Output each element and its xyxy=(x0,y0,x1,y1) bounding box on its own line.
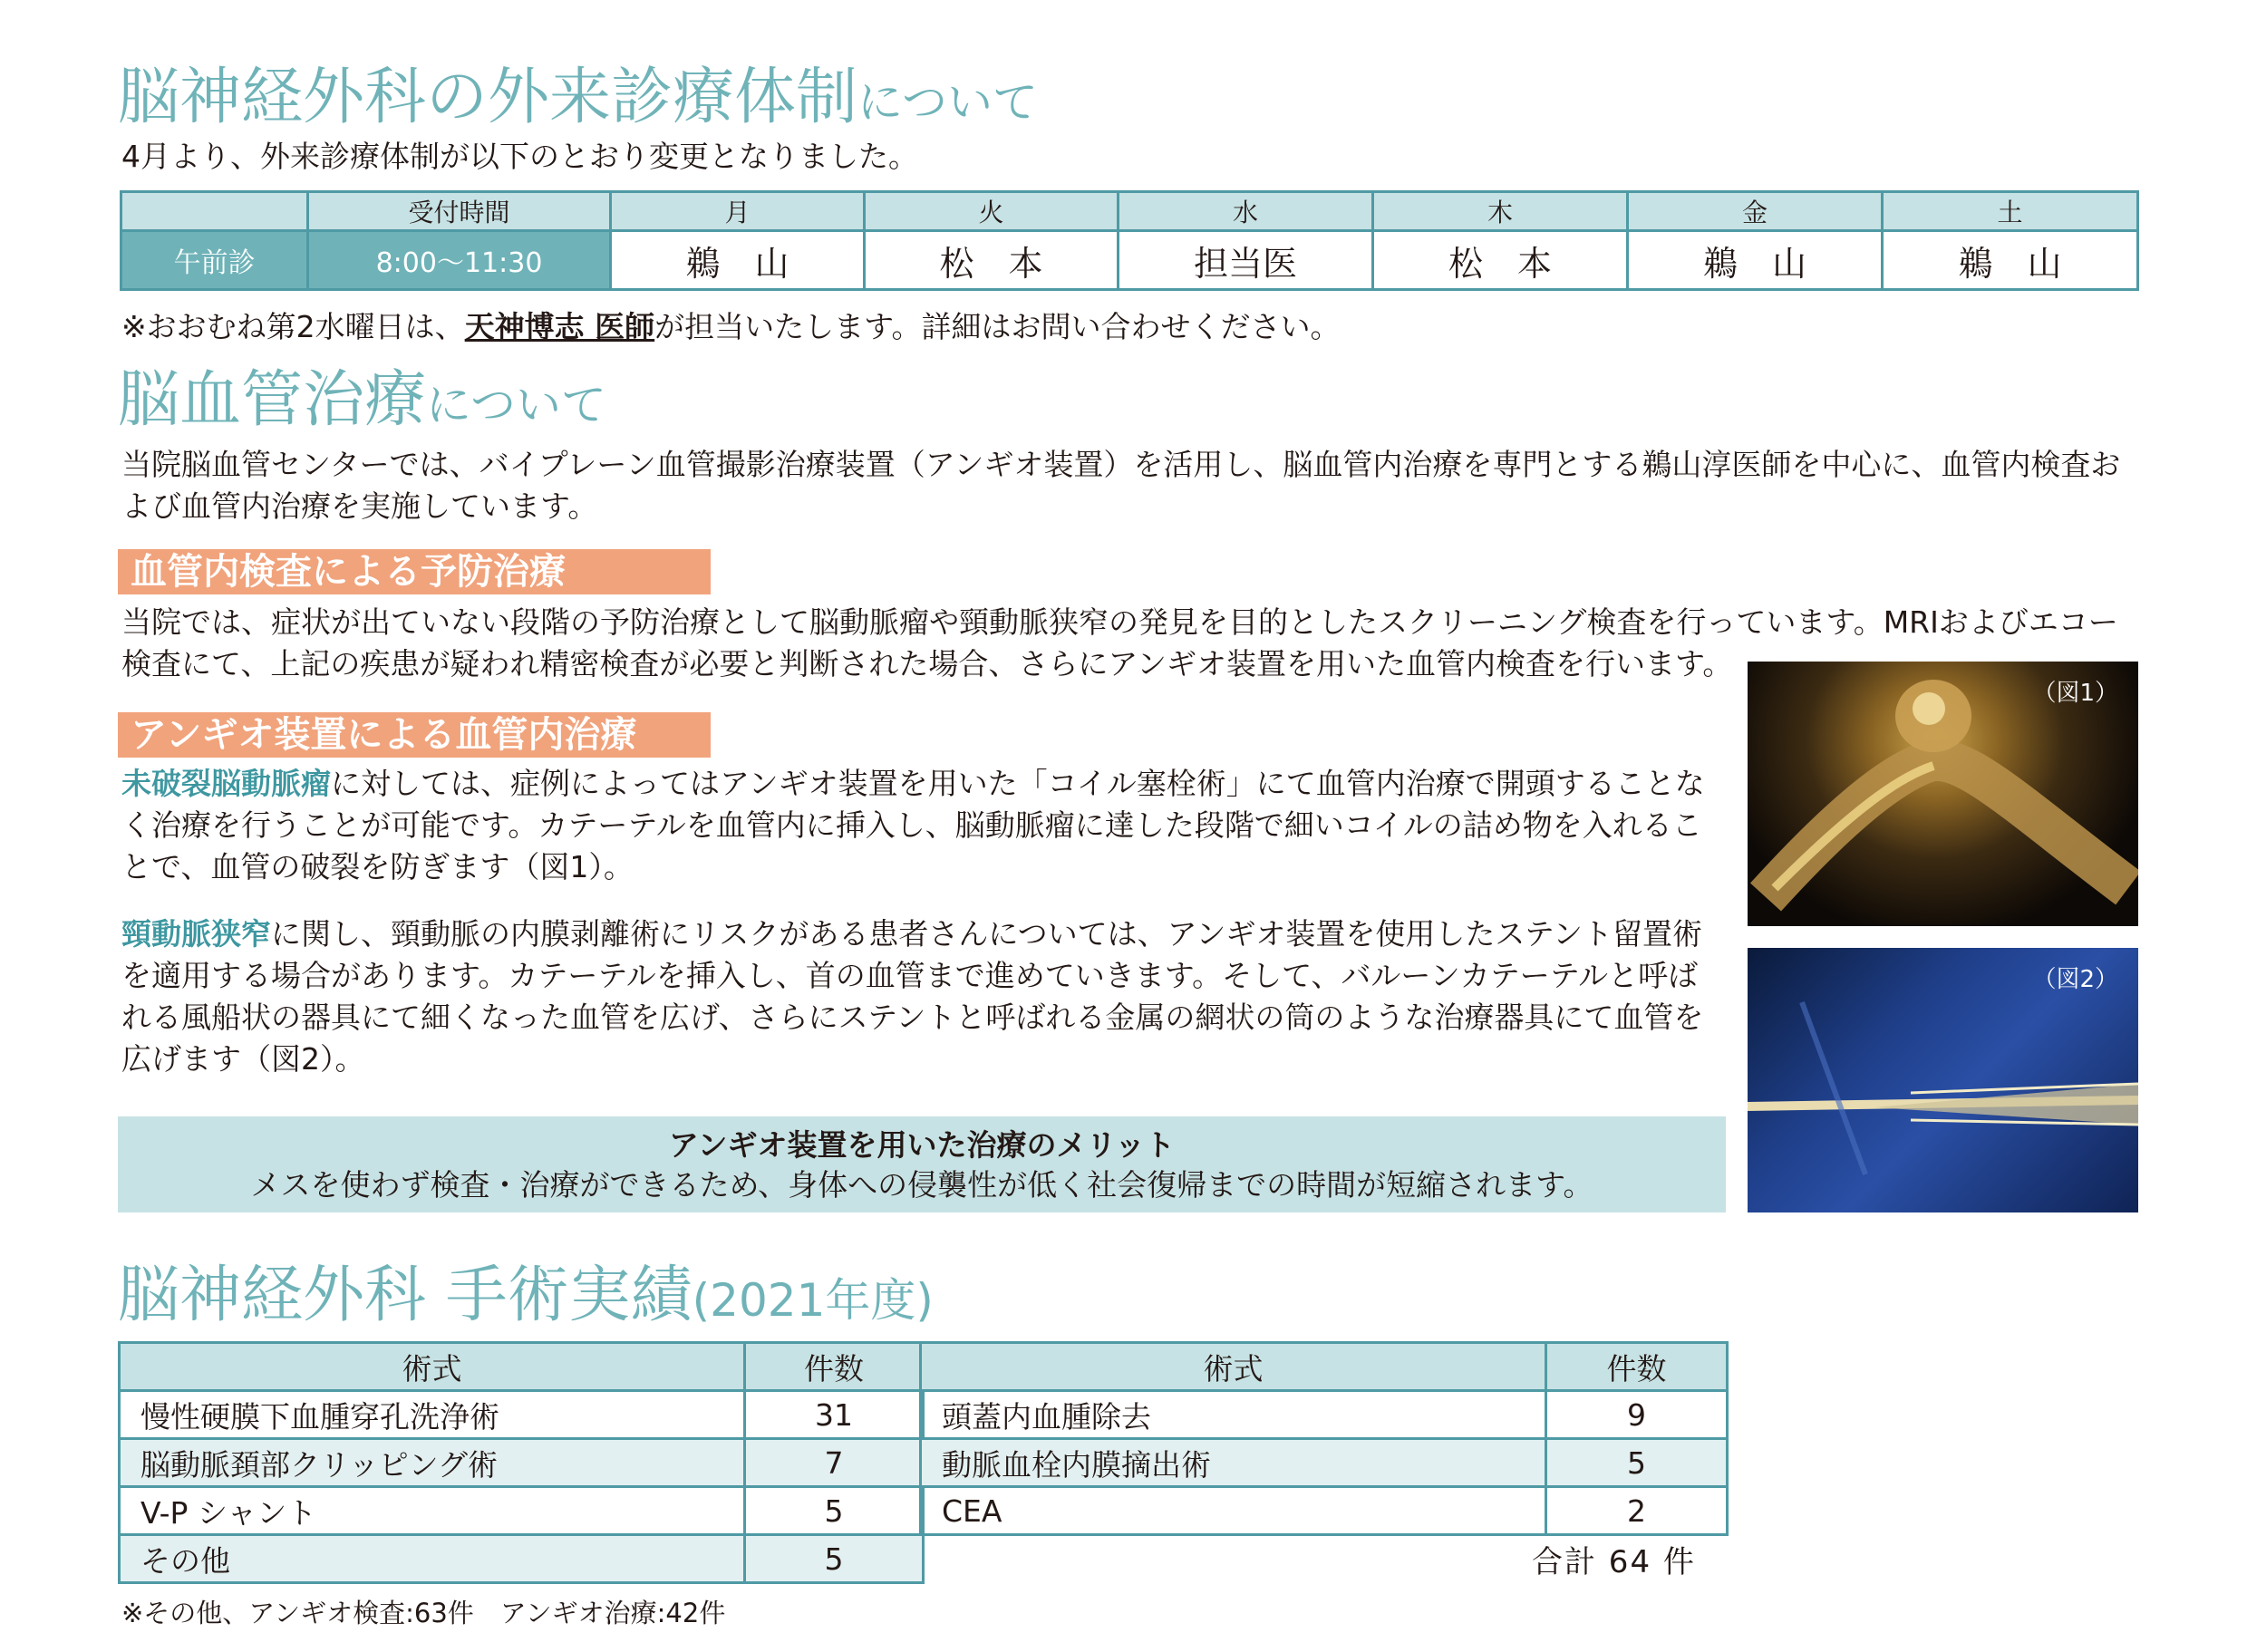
table-row xyxy=(120,1439,924,1487)
surgery-name: V-P シャント xyxy=(120,1487,745,1535)
surgery-right-header-name: 術式 xyxy=(921,1343,1546,1391)
surgery-count: 5 xyxy=(745,1487,924,1535)
figure-2-image xyxy=(1748,948,2138,1212)
schedule-doctor-tue: 松 本 xyxy=(865,231,1119,290)
schedule-header-mon: 月 xyxy=(611,192,865,231)
schedule-row-label: 午前診 xyxy=(121,231,308,290)
paragraph-aneurysm-text: に対しては、症例によってはアンギオ装置を用いた「コイル塞栓術」にて血管内治療で開頭することなく治療を行うことが可能です。カテーテルを血管内に挿入し、脳動脈瘤に達した段階で細いコイルの詰め物を入れることで、血管の破裂を防ぎます（図1）。 xyxy=(121,766,1705,884)
section3-title-sub: (2021年度) xyxy=(692,1274,934,1327)
surgery-name: CEA xyxy=(921,1487,1546,1535)
surgery-left-header xyxy=(120,1343,924,1391)
surgery-name: 慢性硬膜下血腫穿孔洗浄術 xyxy=(120,1391,745,1439)
surgery-right-header-count: 件数 xyxy=(1546,1343,1728,1391)
schedule-note xyxy=(121,306,1341,348)
table-row xyxy=(120,1391,924,1439)
surgery-count: 31 xyxy=(745,1391,924,1439)
surgery-total: 合計 64 件 xyxy=(1532,1544,1696,1580)
subsection2-title: アンギオ装置による血管内治療 xyxy=(118,712,711,758)
section3-title-main: 脳神経外科 手術実績 xyxy=(118,1260,693,1331)
section2-title-main: 脳血管治療 xyxy=(118,364,427,436)
schedule-header-row xyxy=(121,192,2138,231)
table-row xyxy=(921,1439,1728,1487)
table-row xyxy=(921,1391,1728,1439)
surgery-left-header-name: 術式 xyxy=(120,1343,745,1391)
schedule-note-suffix: が担当いたします。詳細はお問い合わせください。 xyxy=(654,309,1341,344)
section1-title-main: 脳神経外科の外来診療体制 xyxy=(118,62,858,133)
figure-2-label: （図2） xyxy=(2032,966,2118,993)
figure-1-image xyxy=(1748,662,2138,926)
schedule-intro: 4月より、外来診療体制が以下のとおり変更となりました。 xyxy=(121,139,918,174)
schedule-header-wed: 水 xyxy=(1119,192,1373,231)
surgery-count: 9 xyxy=(1546,1391,1728,1439)
schedule-note-prefix: ※おおむね第2水曜日は、 xyxy=(121,309,465,344)
surgery-count: 5 xyxy=(1546,1439,1728,1487)
term-stenosis: 頸動脈狭窄 xyxy=(121,916,271,952)
surgery-name: その他 xyxy=(120,1535,745,1583)
paragraph-stenosis xyxy=(121,913,1726,1080)
schedule-table xyxy=(120,190,2139,291)
table-row xyxy=(120,1487,924,1535)
schedule-doctor-wed: 担当医 xyxy=(1119,231,1373,290)
surgery-table-left xyxy=(118,1341,925,1584)
schedule-header-thu: 木 xyxy=(1373,192,1628,231)
surgery-name: 動脈血栓内膜摘出術 xyxy=(921,1439,1546,1487)
section2-title xyxy=(118,364,607,436)
surgery-table-right xyxy=(919,1341,1729,1536)
section1-title xyxy=(118,62,1039,133)
table-row xyxy=(921,1487,1728,1535)
merit-text: メスを使わず検査・治療ができるため、身体への侵襲性が低く社会復帰までの時間が短縮されます。 xyxy=(250,1167,1593,1203)
term-aneurysm: 未破裂脳動脈瘤 xyxy=(121,766,331,801)
surgery-right-header xyxy=(921,1343,1728,1391)
surgery-name: 頭蓋内血腫除去 xyxy=(921,1391,1546,1439)
schedule-header-fri: 金 xyxy=(1628,192,1883,231)
surgery-count: 2 xyxy=(1546,1487,1728,1535)
surgery-footnote: ※その他、アンギオ検査:63件 アンギオ治療:42件 xyxy=(121,1598,726,1628)
surgery-left-header-count: 件数 xyxy=(745,1343,924,1391)
schedule-doctor-fri: 鵜 山 xyxy=(1628,231,1883,290)
surgery-count: 5 xyxy=(745,1535,924,1583)
schedule-header-tue: 火 xyxy=(865,192,1119,231)
schedule-time: 8:00〜11:30 xyxy=(308,231,611,290)
subsection1-text: 当院では、症状が出ていない段階の予防治療として脳動脈瘤や頸動脈狭窄の発見を目的としたスクリーニング検査を行っています。MRIおよびエコー検査にて、上記の疾患が疑われ精密検査が必要と判断された場合、さらにアンギオ装置を用いた血管内検査を行います。 xyxy=(121,604,2118,681)
schedule-header-sat: 土 xyxy=(1883,192,2138,231)
section3-title xyxy=(118,1260,934,1331)
section1-title-sub: について xyxy=(857,76,1039,129)
section2-title-sub: について xyxy=(426,379,607,431)
merit-box xyxy=(118,1116,1726,1212)
merit-title: アンギオ装置を用いた治療のメリット xyxy=(668,1127,1176,1163)
surgery-name: 脳動脈頚部クリッピング術 xyxy=(120,1439,745,1487)
schedule-header-time: 受付時間 xyxy=(308,192,611,231)
paragraph-aneurysm xyxy=(121,763,1726,888)
figure-1-label: （図1） xyxy=(2032,680,2118,707)
section2-intro: 当院脳血管センターでは、バイプレーン血管撮影治療装置（アンギオ装置）を活用し、脳血管内治療を専門とする鵜山淳医師を中心に、血管内検査および血管内治療を実施しています。 xyxy=(121,447,2121,524)
schedule-row-morning xyxy=(121,231,2138,290)
schedule-doctor-sat: 鵜 山 xyxy=(1883,231,2138,290)
surgery-count: 7 xyxy=(745,1439,924,1487)
subsection1-title: 血管内検査による予防治療 xyxy=(118,549,711,594)
schedule-header-blank xyxy=(121,192,308,231)
paragraph-stenosis-text: に関し、頸動脈の内膜剥離術にリスクがある患者さんについては、アンギオ装置を使用したステント留置術を適用する場合があります。カテーテルを挿入し、首の血管まで進めていきます。そして、バルーンカテーテルと呼ばれる風船状の器具にて細くなった血管を広げ、さらにステントと呼ばれる金属の網状の筒のような治療器具にて血管を広げます（図2）。 xyxy=(121,916,1704,1077)
schedule-note-doctor: 天神博志 医師 xyxy=(464,309,655,344)
schedule-doctor-thu: 松 本 xyxy=(1373,231,1628,290)
table-row xyxy=(120,1535,924,1583)
schedule-doctor-mon: 鵜 山 xyxy=(611,231,865,290)
